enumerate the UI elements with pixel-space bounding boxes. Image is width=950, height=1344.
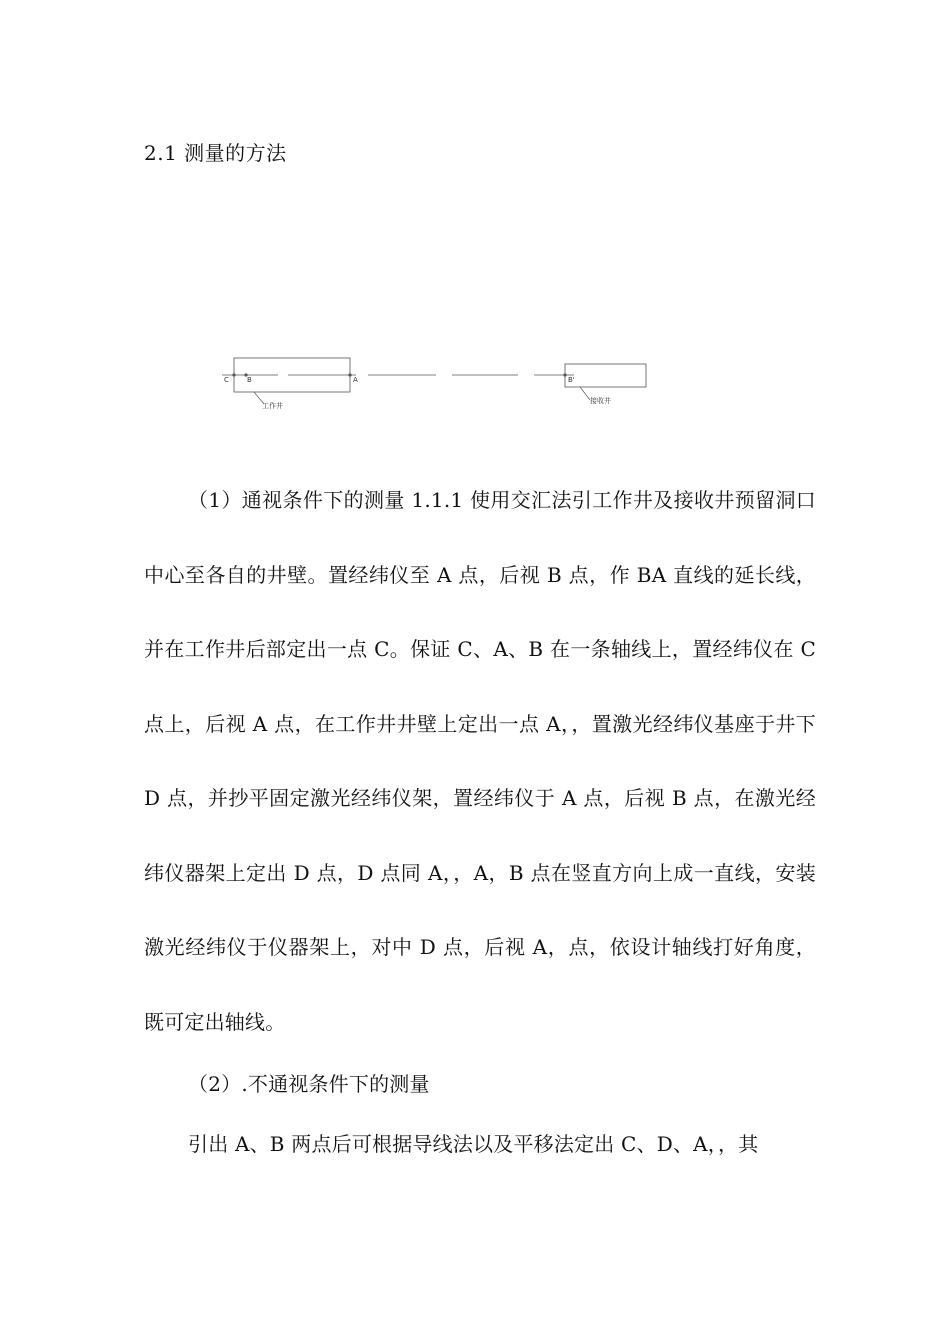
shaft-diagram [218,352,658,412]
label-work-well: 工作井 [262,402,283,410]
label-b2: B' [568,376,575,384]
label-b1: B [247,376,252,384]
point-c-marker [232,373,235,376]
label-a: A [353,376,358,384]
paragraph-visible-condition: （1）通视条件下的测量 1.1.1 使用交汇法引工作井及接收井预留洞口中心至各自的井壁。置经纬仪至 A 点，后视 B 点，作 BA 直线的延长线，并在工作井后部定出一点 C。保证 C、A、B 在一条轴线上，置经纬仪在 C 点上，后视 A 点，在工作井井壁上定出一点 A，，置激光经纬仪基座于井下 D 点，并抄平固定激光经纬仪架，置经纬仪于 A 点，后视 B 点，在激光经纬仪器架上定出 D 点，D 点同 A，，A，B 点在竖直方向上成一直线，安装激光经纬仪于仪器架上，对中 D 点，后视 A，点，依设计轴线打好角度，既可定出轴线。 [144,488,816,1034]
point-b2-marker [563,373,566,376]
receive-well-box [565,364,646,387]
label-receive-well: 接收井 [590,397,611,405]
paragraph-non-visible-heading: （2）.不通视条件下的测量 [188,1072,430,1096]
paragraph-non-visible-body: 引出 A、B 两点后可根据导线法以及平移法定出 C、D、A，，其 [188,1132,759,1156]
shaft-diagram-svg [218,352,658,412]
section-heading: 2.1 测量的方法 [144,141,287,165]
label-c: C [224,376,229,384]
point-a-marker [348,373,351,376]
leader-receive-well [580,387,590,400]
